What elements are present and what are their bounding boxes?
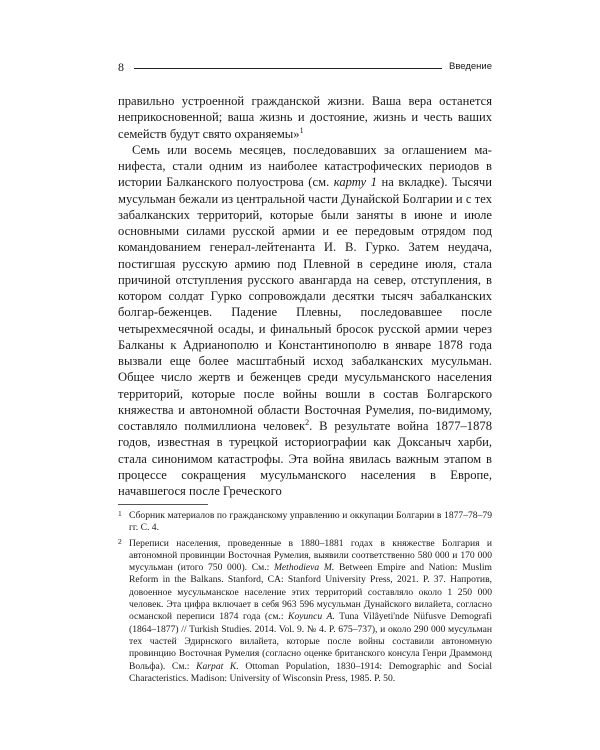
footnote-text: Сборник материалов по гражданскому управлению и оккупации Болгарии в 1877–78–79 гг. С. 4. xyxy=(129,510,492,534)
header-rule xyxy=(134,68,442,69)
paragraph-2-text-b: на вкладке). Тысячи мусульман бежали из центральной части Дунайской Болгарии и с тех забалканских территорий, которые были заняты в июне и июле основными силами русской армии и ее передовым отрядом под командованием генерал-лейтенанта И. В. Гурко. Затем неудача, постигшая русскую армию под Плевной в середине июля, стала причиной отступления русского авангарда на север, отступления, в котором солдат Гурко сопровождали десятки тысяч забалканских болгар-беженцев. Падение Плевны, последовавшее после четырехмесячной осады, и финальный бросок русской армии через Балканы к Адрианополю и Константинополю в январе 1878 года вызвали еще более масштабный исход забалканских мусульман. Общее число жертв и беженцев среди мусульманского населения территорий, которые после войны вошли в состав Болгарского княжества и автономной области Восточная Румелия, по-видимому, составляло полмиллиона человек xyxy=(118,175,493,433)
page-header xyxy=(118,60,492,74)
footnote-2 xyxy=(118,538,492,686)
paragraph-2-text-a: Семь или восемь месяцев, последовавших за оглашением манифеста, стали одним из наиболее катастрофических периодов в истории Балканского полуострова (см. xyxy=(118,142,492,190)
page-number: 8 xyxy=(118,60,124,74)
map-reference: карту 1 xyxy=(333,175,377,190)
footnote-number: 1 xyxy=(118,509,122,518)
paragraph-1 xyxy=(118,93,492,142)
footnote-author: Methodieva M. xyxy=(273,562,335,574)
footnote-divider xyxy=(118,504,208,505)
footnote-text: Tuna Vilâyeti'nde Nüfusve Demografi (1864–1877) // Turkish Studies. 2014. Vol. 9. № 4. P. 675–737), и около 290 000 мусульман тех частей Эдирнского вилайета, которые после войны составили автономную провинцию Восточная Румелия (согласно оценке британского консула Генри Драммонд Вольфа). См.: xyxy=(129,611,492,672)
footnote-author: Koyuncu A. xyxy=(288,611,335,623)
paragraph-2-text-c: . В результате война 1877–1878 годов, известная в турецкой историографии как Доксаныч харби, стала синонимом катастрофы. Эта война явилась важным этапом в процессе сокращения мусульманского населения в Европе, начавшегося после Греческого xyxy=(118,419,492,498)
footnote-author: Karpat K. xyxy=(196,660,239,672)
footnote-text: Ottoman Population, 1830–1914: Demographic and Social Characteristics. Madison: University of Wisconsin Press, 1985. P. 50. xyxy=(129,660,492,684)
footnote-text: Between Empire and Nation: Muslim Reform in the Balkans. Stanford, CA: Stanford University Press, 2021. P. 37. Напротив, довоенное мусульманское население этих территорий составляло около 1 250 000 человек. Эта цифра включает в себя 963 596 мусульман Дунайского вилайета, согласно османской переписи 1874 года (см.: xyxy=(129,562,492,623)
footnote-1 xyxy=(118,510,492,535)
footnotes xyxy=(118,510,492,688)
main-text xyxy=(118,93,492,499)
footnote-text: Перепиcи населения, проведенные в 1880–1881 годах в княжестве Болгария и автономной провинции Восточная Румелия, выявили соответственно 580 000 и 170 000 мусульман (итого 750 000). См.: xyxy=(129,537,492,574)
paragraph-1-text: правильно устроенной гражданской жизни. Ваша вера останется неприкосновенной; ваша жизнь и достояние, жизнь и честь ваших семейств будут свято охраняемы» xyxy=(118,94,492,141)
running-title: Введение xyxy=(448,61,492,72)
footnote-number: 2 xyxy=(118,536,122,546)
footnote-ref-1: 1 xyxy=(299,125,304,135)
footnote-ref-2: 2 xyxy=(305,417,310,427)
paragraph-2 xyxy=(118,142,492,500)
